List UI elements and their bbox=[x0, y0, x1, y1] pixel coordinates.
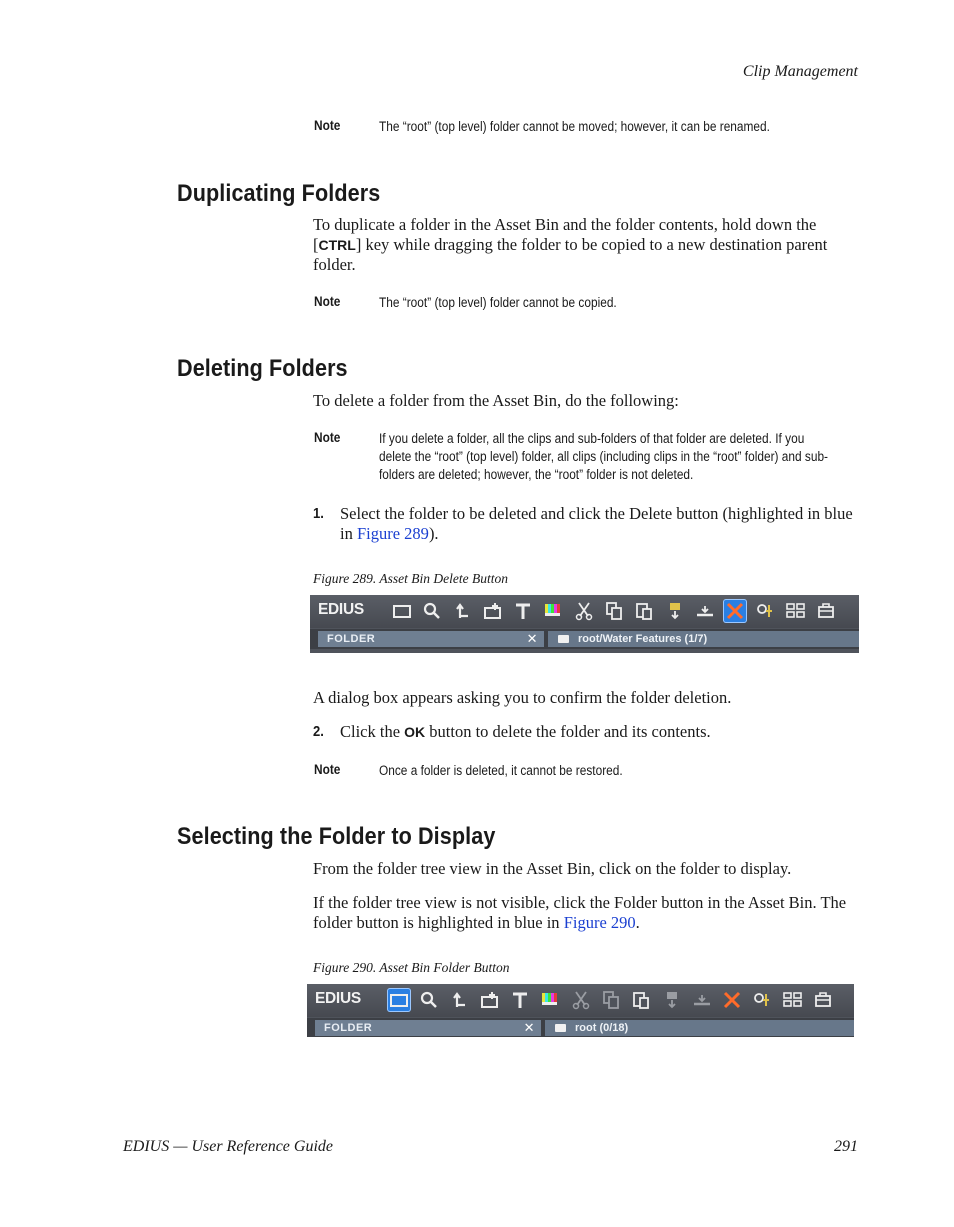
figure-289-link[interactable]: Figure 289 bbox=[356, 524, 429, 543]
new-folder-icon[interactable] bbox=[478, 988, 502, 1012]
footer-title: EDIUS — User Reference Guide bbox=[123, 1138, 334, 1155]
toolbar-icons bbox=[390, 599, 844, 623]
paste-icon[interactable] bbox=[632, 599, 656, 623]
section-intro: To delete a folder from the Asset Bin, do the following: bbox=[313, 391, 679, 410]
note-text: Once a folder is deleted, it cannot be restored. bbox=[379, 763, 623, 778]
view-icon[interactable] bbox=[781, 988, 805, 1012]
step-text-part: Click the bbox=[340, 722, 405, 741]
step-number: 1. bbox=[313, 506, 324, 522]
new-folder-icon[interactable] bbox=[481, 599, 505, 623]
folder-path: root/Water Features (1/7) bbox=[578, 633, 708, 645]
edius-logo: EDIUS bbox=[315, 990, 361, 1007]
folder-small-icon bbox=[555, 1024, 566, 1032]
up-icon[interactable] bbox=[448, 988, 472, 1012]
up-icon[interactable] bbox=[451, 599, 475, 623]
asset-bin-toolbar-290 bbox=[307, 984, 854, 1037]
delete-icon[interactable] bbox=[723, 599, 747, 623]
search-icon[interactable] bbox=[420, 599, 444, 623]
folder-small-icon bbox=[558, 635, 569, 643]
color-bars-icon[interactable] bbox=[541, 599, 565, 623]
add-to-timeline-icon[interactable] bbox=[660, 988, 684, 1012]
toolbar-icons bbox=[387, 988, 841, 1012]
copy-icon[interactable] bbox=[599, 988, 623, 1012]
section-heading-deleting: Deleting Folders bbox=[177, 355, 348, 382]
search-icon[interactable] bbox=[417, 988, 441, 1012]
toolbar-bottom bbox=[310, 629, 859, 649]
note-label: Note bbox=[314, 430, 341, 445]
note-label: Note bbox=[314, 294, 341, 309]
body-text: . bbox=[635, 913, 640, 932]
section-body: From the folder tree view in the Asset Bin, click on the folder to display. bbox=[313, 859, 792, 878]
copy-icon[interactable] bbox=[602, 599, 626, 623]
section-body-duplicating bbox=[313, 215, 858, 275]
note-label: Note bbox=[314, 118, 341, 133]
section-heading-selecting: Selecting the Folder to Display bbox=[177, 823, 496, 850]
title-icon[interactable] bbox=[508, 988, 532, 1012]
step-text-part: ). bbox=[428, 524, 439, 543]
body-text: To duplicate a folder in the Asset Bin and the folder contents, hold down the [ bbox=[313, 215, 817, 254]
properties-icon[interactable] bbox=[751, 988, 775, 1012]
section-heading-duplicating: Duplicating Folders bbox=[177, 180, 381, 207]
body-text: ] key while dragging the folder to be copied to a new destination parent folder. bbox=[313, 235, 828, 274]
page-number: 291 bbox=[834, 1138, 858, 1155]
delete-icon[interactable] bbox=[720, 988, 744, 1012]
step-text bbox=[340, 504, 860, 544]
title-icon[interactable] bbox=[511, 599, 535, 623]
section-body bbox=[313, 893, 858, 933]
key-ok: OK bbox=[404, 724, 426, 740]
folder-label: FOLDER bbox=[324, 1022, 373, 1034]
body-text: If the folder tree view is not visible, click the Folder button in the Asset Bin. The folder button is highlighted in blue in bbox=[313, 893, 847, 932]
insert-icon[interactable] bbox=[690, 988, 714, 1012]
toolbar-top bbox=[307, 984, 854, 1017]
bin-icon[interactable] bbox=[814, 599, 838, 623]
bin-icon[interactable] bbox=[811, 988, 835, 1012]
step-text-part: Select the folder to be deleted and click the Delete button (highlighted in blue in bbox=[340, 504, 853, 543]
toolbar-top bbox=[310, 595, 859, 628]
paste-icon[interactable] bbox=[629, 988, 653, 1012]
step-text-part: button to delete the folder and its contents. bbox=[425, 722, 711, 741]
figure-caption: Figure 290. Asset Bin Folder Button bbox=[313, 960, 510, 975]
key-ctrl: CTRL bbox=[318, 237, 356, 253]
figure-290-link[interactable]: Figure 290 bbox=[563, 913, 636, 932]
note-text: If you delete a folder, all the clips and sub-folders of that folder are deleted. If you delete the “root” (top level) folder, all clips (including clips in the “root” folder) and sub-folders are deleted; however, the “root” folder is not deleted. bbox=[379, 431, 829, 482]
close-icon[interactable]: ✕ bbox=[523, 1020, 535, 1035]
add-to-timeline-icon[interactable] bbox=[663, 599, 687, 623]
note-text: The “root” (top level) folder cannot be copied. bbox=[379, 295, 617, 310]
step-text bbox=[340, 722, 860, 742]
folder-icon[interactable] bbox=[387, 988, 411, 1012]
folder-pane-header bbox=[315, 1020, 541, 1036]
insert-icon[interactable] bbox=[693, 599, 717, 623]
properties-icon[interactable] bbox=[754, 599, 778, 623]
asset-bin-toolbar-289 bbox=[310, 595, 859, 653]
path-bar bbox=[545, 1020, 854, 1036]
cut-icon[interactable] bbox=[572, 599, 596, 623]
view-icon[interactable] bbox=[784, 599, 808, 623]
toolbar-bottom bbox=[307, 1018, 854, 1037]
folder-pane-header bbox=[318, 631, 544, 647]
folder-label: FOLDER bbox=[327, 633, 376, 645]
cut-icon[interactable] bbox=[569, 988, 593, 1012]
folder-path: root (0/18) bbox=[575, 1022, 629, 1034]
running-head: Clip Management bbox=[742, 63, 858, 80]
figure-caption: Figure 289. Asset Bin Delete Button bbox=[313, 571, 508, 586]
close-icon[interactable]: ✕ bbox=[526, 631, 538, 646]
note-label: Note bbox=[314, 762, 341, 777]
after-figure-text: A dialog box appears asking you to confirm the folder deletion. bbox=[313, 688, 732, 707]
color-bars-icon[interactable] bbox=[538, 988, 562, 1012]
folder-icon[interactable] bbox=[390, 599, 414, 623]
path-bar bbox=[548, 631, 859, 647]
note-text: The “root” (top level) folder cannot be moved; however, it can be renamed. bbox=[379, 119, 770, 134]
edius-logo: EDIUS bbox=[318, 601, 364, 618]
step-number: 2. bbox=[313, 724, 324, 740]
